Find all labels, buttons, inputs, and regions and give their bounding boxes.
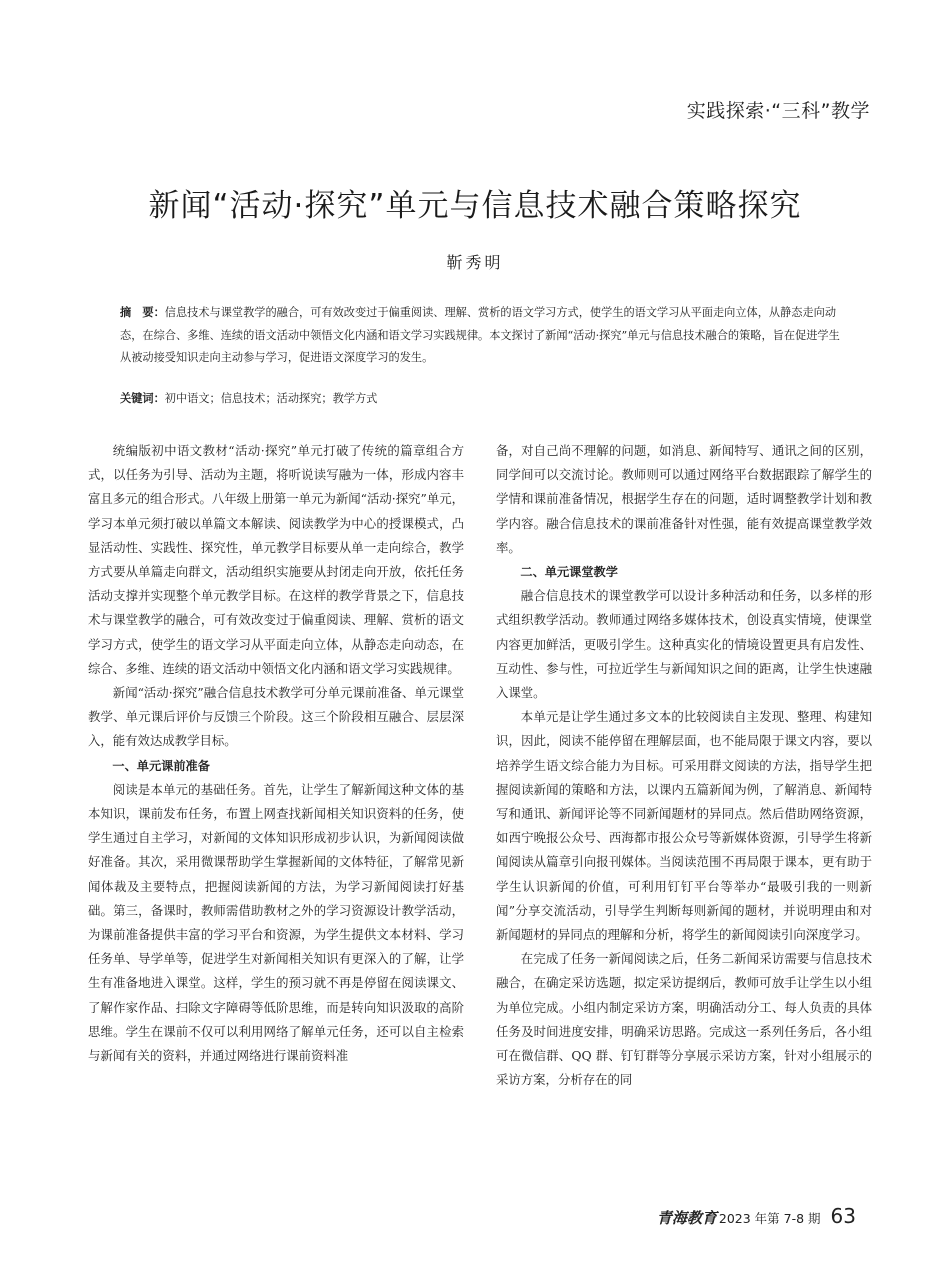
paragraph: 统编版初中语文教材“活动·探究”单元打破了传统的篇章组合方式，以任务为引导、活动为主题，将听说读写融为一体，形成内容丰富且多元的组合形式。八年级上册第一单元为新闻“活动·探究”单元，学习本单元须打破以单篇文本解读、阅读教学为中心的授课模式，凸显活动性、实践性、探究性，单元教学目标要从单一走向综合，教学方式要从单篇走向群文，活动组织实施要从封闭走向开放，依托任务活动支撑并实现整个单元教学目标。在这样的教学背景之下，信息技术与课堂教学的融合，可有效改变过于偏重阅读、理解、赏析的语文学习方式，使学生的语文学习从平面走向立体，从静态走向动态，在综合、多维、连续的语文活动中领悟文化内涵和语文学习实践规律。 (88, 443, 464, 676)
keywords-label: 关键词： (120, 392, 165, 405)
paragraph: 新闻“活动·探究”融合信息技术教学可分单元课前准备、单元课堂教学、单元课后评价与反馈三个阶段。这三个阶段相互融合、层层深入，能有效达成教学目标。 (88, 685, 464, 749)
journal-logo: 青海教育 (656, 1209, 717, 1227)
section-heading: 二、单元课堂教学 (520, 565, 618, 580)
section-heading: 一、单元课前准备 (112, 758, 210, 773)
abstract-text: 信息技术与课堂教学的融合，可有效改变过于偏重阅读、理解、赏析的语文学习方式，使学生的语文学习从平面走向立体，从静态走向动态，在综合、多维、连续的语文活动中领悟文化内涵和语文学习实践规律。本文探讨了新闻“活动·探究”单元与信息技术融合的策略，旨在促进学生从被动接受知识走向主动参与学习，促进语文深度学习的发生。 (120, 306, 840, 364)
paragraph: 阅读是本单元的基础任务。首先，让学生了解新闻这种文体的基本知识，课前发布任务，布置上网查找新闻相关知识资料的任务，使学生通过自主学习，对新闻的文体知识形成初步认识，为新闻阅读做好准备。其次，采用微课帮助学生掌握新闻的文体特征，了解常见新闻体裁及主要特点，把握阅读新闻的方法，为学习新闻阅读打好基础。第三，备课时，教师需借助教材之外的学习资源设计教学活动，为课前准备提供丰富的学习平台和资源，为学生提供文本材料、学习任务单、导学单等，促进学生对新闻相关知识有更深入的了解，让学生有准备地进入课堂。这样，学生的预习就不再是停留在阅读课文、了解作家作品、扫除文字障碍等低阶思维，而是转向知识汲取的高阶思维。学生在课前不仅可以利用网络了解单元任务，还可以自主检索与新闻有关的资料，并通过网络进行课前资料准 (88, 781, 464, 1064)
paragraph: 本单元是让学生通过多文本的比较阅读自主发现、整理、构建知识，因此，阅读不能停留在理解层面，也不能局限于课文内容，要以培养学生语文综合能力为目标。可采用群文阅读的方法，指导学生把握阅读新闻的策略和方法，以课内五篇新闻为例，了解消息、新闻特写和通讯、新闻评论等不同新闻题材的异同点。然后借助网络资源，如西宁晚报公众号、西海都市报公众号等新媒体资源，引导学生将新闻阅读从篇章引向报刊媒体。当阅读范围不再局限于课本，更有助于学生认识新闻的价值，可利用钉钉平台等举办“最吸引我的一则新闻”分享交流活动，引导学生判断每则新闻的题材，并说明理由和对新闻题材的异同点的理解和分析，将学生的新闻阅读引向深度学习。 (496, 709, 872, 943)
journal-section-header: 实践探索·“三科”教学 (686, 100, 870, 122)
keywords (120, 388, 840, 410)
paragraph: 备，对自己尚不理解的问题，如消息、新闻特写、通讯之间的区别，同学间可以交流讨论。教师则可以通过网络平台数据跟踪了解学生的学情和课前准备情况，根据学生存在的问题，适时调整教学计划和教学内容。融合信息技术的课前准备针对性强，能有效提高课堂教学效率。 (496, 443, 872, 555)
page-number: 63 (830, 1204, 856, 1228)
keywords-text: 初中语文；信息技术；活动探究；教学方式 (164, 392, 378, 405)
right-column (496, 439, 872, 1092)
abstract (120, 302, 840, 370)
paragraph: 在完成了任务一新闻阅读之后，任务二新闻采访需要与信息技术融合，在确定采访选题，拟定采访提纲后，教师可放手让学生以小组为单位完成。小组内制定采访方案，明确活动分工、每人负责的具体任务及时间进度安排，明确采访思路。完成这一系列任务后，各小组可在微信群、QQ 群、钉钉群等分享展示采访方案，针对小组展示的采访方案，分析存在的同 (496, 951, 872, 1088)
article-author: 靳秀明 (446, 253, 504, 272)
abstract-label: 摘 要： (120, 306, 165, 319)
page-footer (657, 1204, 856, 1228)
issue-label: 2023 年第 7-8 期 (718, 1211, 821, 1226)
left-column (88, 439, 464, 1068)
paragraph: 融合信息技术的课堂教学可以设计多种活动和任务，以多样的形式组织教学活动。教师通过网络多媒体技术，创设真实情境，使课堂内容更加鲜活，更吸引学生。这种真实化的情境设置更具有启发性、互动性、参与性，可拉近学生与新闻知识之间的距离，让学生快速融入课堂。 (496, 588, 872, 701)
article-title: 新闻“活动·探究”单元与信息技术融合策略探究 (148, 188, 802, 224)
